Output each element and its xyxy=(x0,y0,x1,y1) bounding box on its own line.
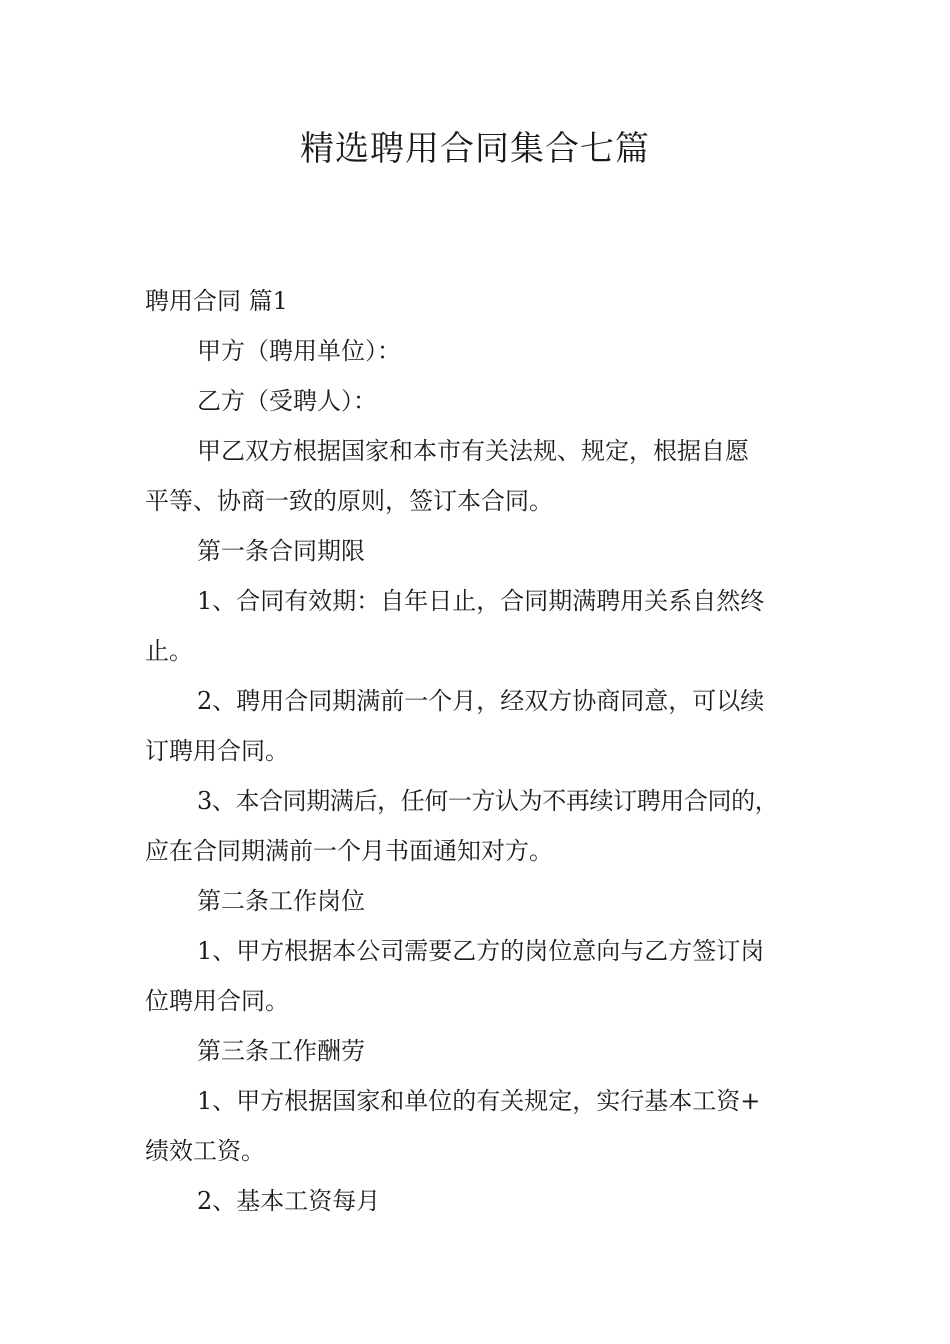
paragraph-line: 1、甲方根据本公司需要乙方的岗位意向与乙方签订岗 xyxy=(197,937,765,965)
paragraph-line: 订聘用合同。 xyxy=(145,737,289,765)
section-heading: 聘用合同 篇1 xyxy=(145,287,288,315)
article-heading: 第三条工作酬劳 xyxy=(197,1037,365,1065)
article-heading: 第二条工作岗位 xyxy=(197,887,365,915)
article-heading: 第一条合同期限 xyxy=(197,537,365,565)
paragraph-line: 1、甲方根据国家和单位的有关规定，实行基本工资+ xyxy=(197,1087,761,1115)
paragraph-line: 1、合同有效期：自年日止，合同期满聘用关系自然终 xyxy=(197,587,765,615)
paragraph-line: 止。 xyxy=(145,637,193,665)
document-body xyxy=(145,276,811,1226)
paragraph-line: 甲乙双方根据国家和本市有关法规、规定，根据自愿 xyxy=(197,437,749,465)
paragraph-line: 位聘用合同。 xyxy=(145,987,289,1015)
paragraph-line: 2、聘用合同期满前一个月，经双方协商同意，可以续 xyxy=(197,687,765,715)
paragraph-line: 2、基本工资每月 xyxy=(197,1187,381,1215)
paragraph-line: 平等、协商一致的原则，签订本合同。 xyxy=(145,487,553,515)
party-b-line: 乙方（受聘人）： xyxy=(197,387,377,415)
paragraph-line: 3、本合同期满后，任何一方认为不再续订聘用合同的， xyxy=(197,787,779,815)
paragraph-line: 应在合同期满前一个月书面通知对方。 xyxy=(145,837,553,865)
paragraph-line: 绩效工资。 xyxy=(145,1137,265,1165)
document-title: 精选聘用合同集合七篇 xyxy=(300,129,650,169)
party-a-line: 甲方（聘用单位）： xyxy=(197,337,401,365)
